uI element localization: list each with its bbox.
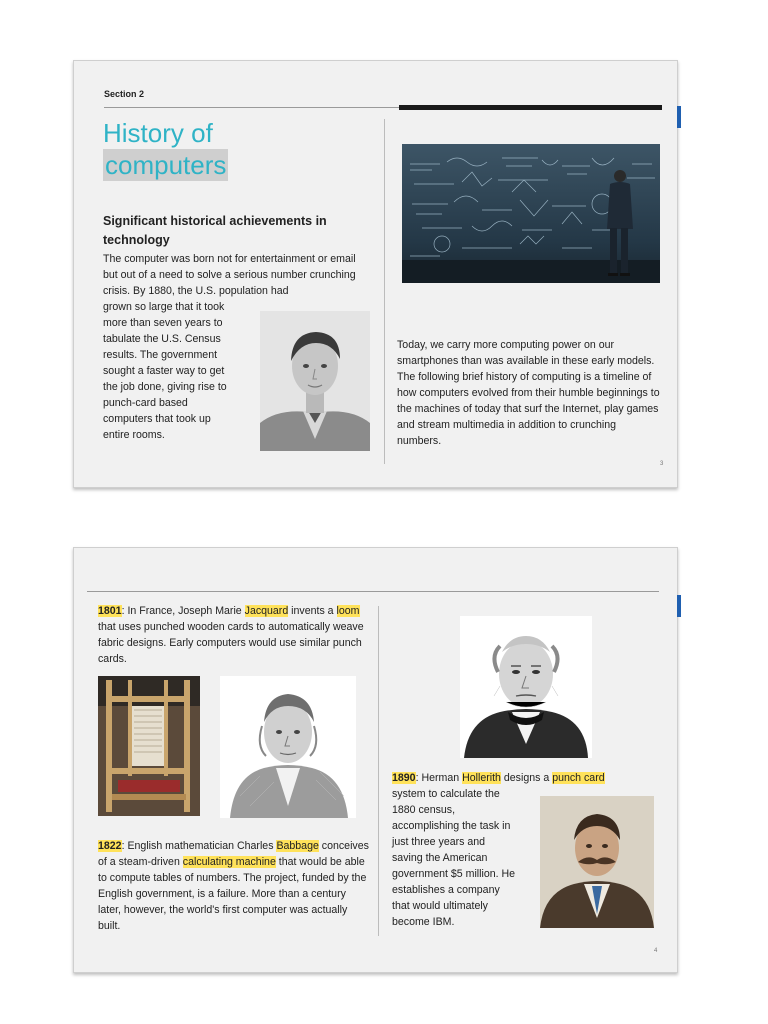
wrap-line: accomplishing the task in [392,820,511,832]
portrait-photo-hollerith [540,796,654,928]
wrap-line: entire rooms. [103,429,165,441]
highlight-calculating-machine: calculating machine [182,856,276,868]
timeline-entry-1801 [98,603,370,667]
header-rule-thick [399,105,662,110]
header-rule-thin [87,591,659,592]
wrap-line: that would ultimately [392,900,488,912]
entry-text: that would be able to compute tables of numbers. The project, funded by the English government, is a failure. More than a century later, however, the world's first computer was actually built. [98,856,367,932]
page-number: 4 [654,948,658,954]
wrap-line: more than seven years to [103,317,223,329]
entry-text: : English mathematician Charles [121,840,277,852]
wrap-line: 1880 census, [392,804,456,816]
timeline-entry-1890-heading [392,770,605,786]
wrap-line: tabulate the U.S. Census [103,333,221,345]
wrap-line: computers that took up [103,413,211,425]
highlight-jacquard: Jacquard [244,605,289,617]
title-line-2: computers [105,150,227,180]
column-divider [378,606,379,936]
wrap-line: system to calculate the [392,788,500,800]
slide-accent-bar [677,595,681,617]
year-1822: 1822 [98,840,122,852]
portrait-engraving-jacquard [220,676,356,818]
right-column-paragraph: Today, we carry more computing power on our smartphones than was available in these early models. The following brief history of computing is a timeline of how computers evolved from their humble beginnings to the machines of today that surf the Internet, play games and stream multimedia in addition to crunching numbers. [397,339,660,447]
wrap-line: saving the American [392,852,488,864]
portrait-engraving-babbage [460,616,592,758]
year-1801: 1801 [98,605,122,617]
entry-text: conceives of a steam-driven [98,840,369,868]
slide-section-2 [73,60,678,488]
slide-title [103,117,228,181]
wrap-line: results. The government [103,349,218,361]
wrap-line: grown so large that it took [103,301,225,313]
intro-paragraph: The computer was born not for entertainment or email but out of a need to solve a serious number crunching crisis. By 1880, the U.S. population had [103,253,356,297]
wrap-line: sought a faster way to get [103,365,225,377]
wrap-line: become IBM. [392,916,455,928]
wrap-line: punch-card based [103,397,188,409]
wrap-line: the job done, giving rise to [103,381,227,393]
slide-accent-bar [677,106,681,128]
highlight-punch-card: punch card [552,772,605,784]
entry-text: invents a [288,605,337,617]
portrait-photo-turing [260,311,370,451]
page-number: 3 [660,461,664,467]
entry-text: : Herman [415,772,463,784]
column-divider [384,119,385,464]
highlight-loom: loom [336,605,360,617]
slide-timeline [73,547,678,973]
wrap-line: just three years and [392,836,486,848]
chalkboard-equations-photo [402,144,660,283]
wrap-line: government $5 million. He [392,868,516,880]
wrap-line: establishes a company [392,884,500,896]
highlight-hollerith: Hollerith [462,772,501,784]
highlight-babbage: Babbage [276,840,319,852]
entry-text: : In France, Joseph Marie [121,605,245,617]
jacquard-loom-photo [98,676,200,816]
title-line-1: History of [103,118,213,148]
entry-text: that uses punched wooden cards to automatically weave fabric designs. Early computers would use similar punch cards. [98,621,364,665]
year-1890: 1890 [392,772,416,784]
entry-text: designs a [500,772,553,784]
slide-subtitle: Significant historical achievements in technology [103,214,327,247]
section-label: Section 2 [104,89,145,99]
timeline-entry-1822 [98,838,370,934]
